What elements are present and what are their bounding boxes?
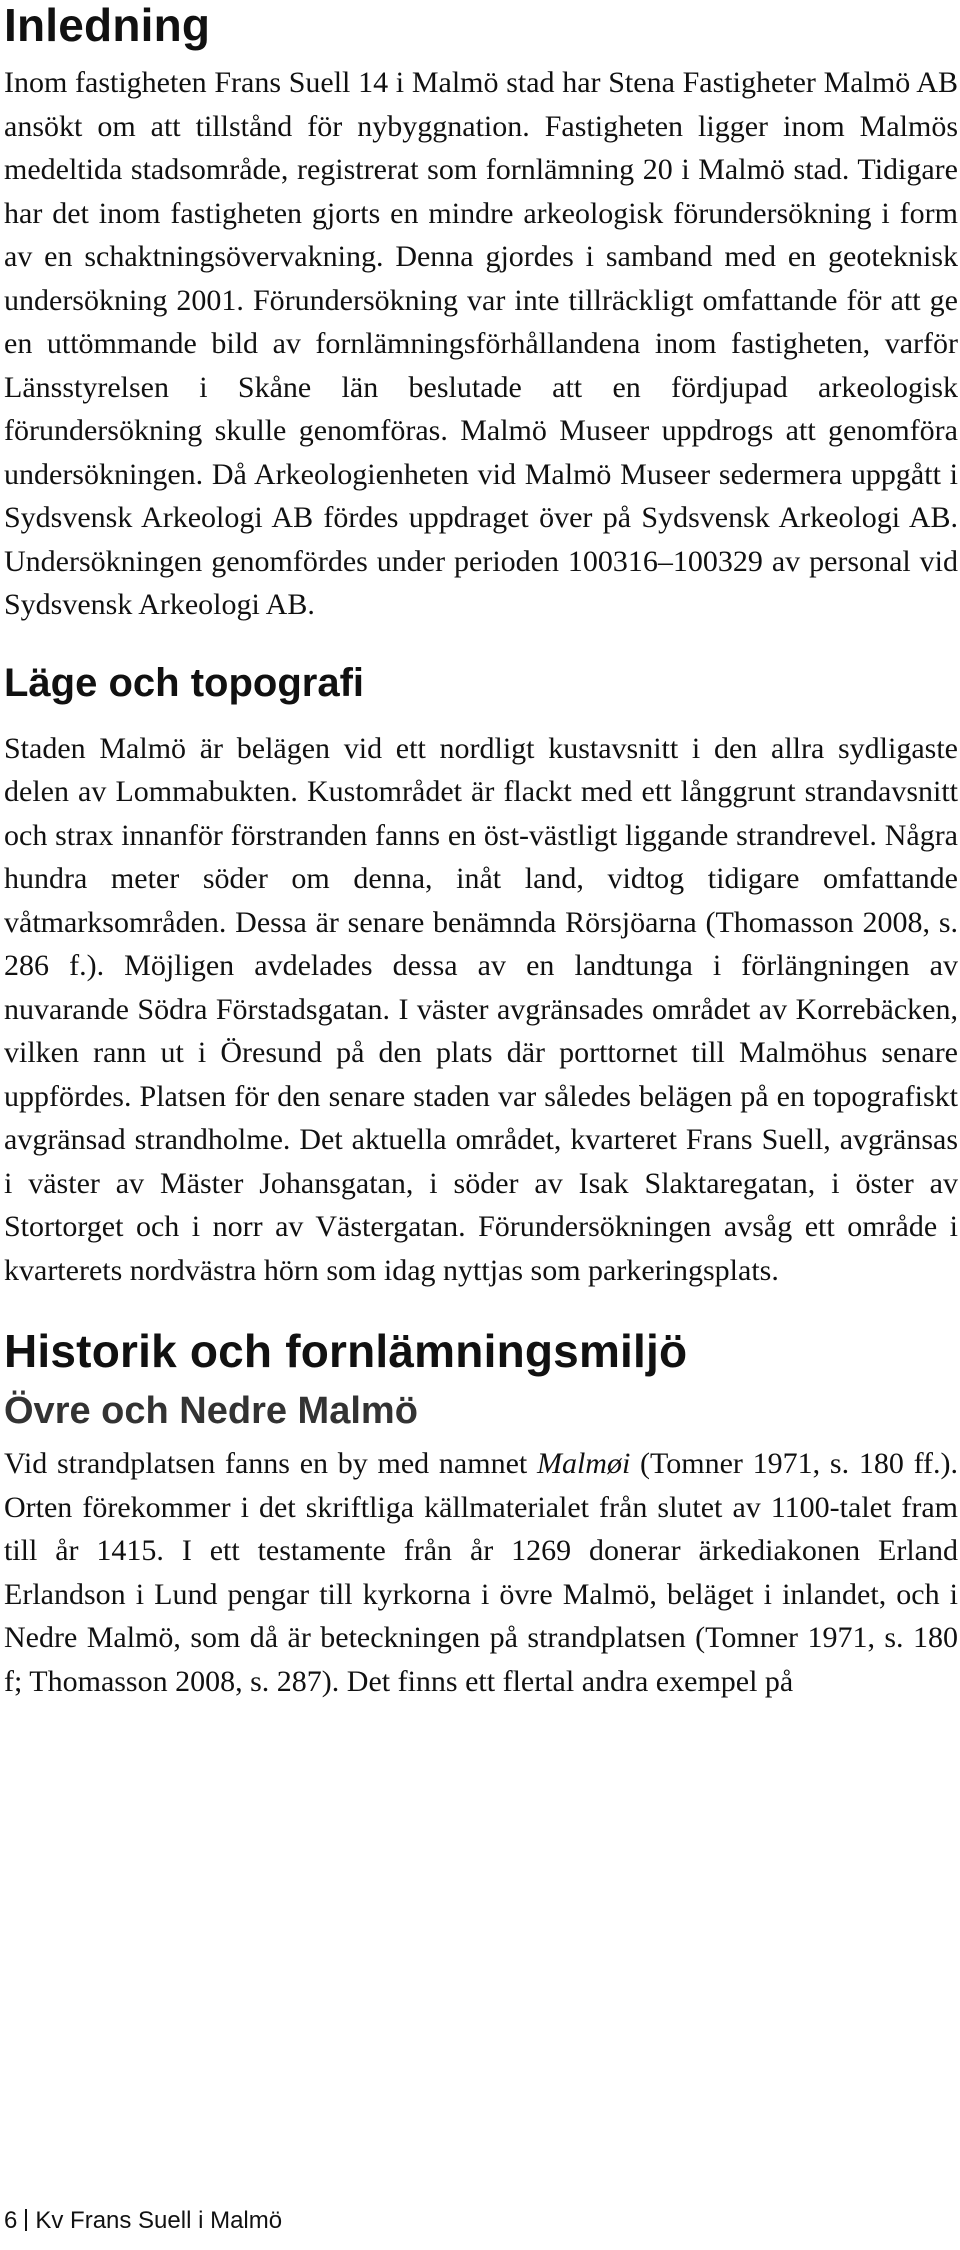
place-name-malmoi: Malmøi [536,1447,631,1480]
paragraph-historik-text-rest: (Tomner 1971, s. 180 ff.). Orten förekommer i det skriftliga källmaterialet från slutet av 1100-talet fram till år 1415. I ett testamente från år 1269 donerar ärkediakonen Erland Erlandson i Lund pengar till kyrkorna i övre Malmö, beläget i inlandet, och i Nedre Malmö, som då är beteckningen på strandplatsen (Tomner 1971, s. 180 f; Thomasson 2008, s. 287). Det finns ett flertal andra exempel på [4,1447,958,1698]
paragraph-historik [4,1442,958,1703]
page-content [4,0,958,1703]
section-heading-lage-och-topografi: Läge och topografi [4,660,364,705]
footer-separator [25,2209,27,2231]
subsection-heading-ovre-och-nedre-malmo: Övre och Nedre Malmö [4,1390,418,1432]
section-heading-historik: Historik och fornlämningsmiljö [4,1325,688,1377]
paragraph-historik-text-start: Vid strandplatsen fanns en by med namnet [4,1447,537,1480]
page-number: 6 [4,2207,18,2234]
section-heading-inledning: Inledning [4,0,211,51]
paragraph-lage-och-topografi: Staden Malmö är belägen vid ett nordligt kustavsnitt i den allra sydligaste delen av Lommabukten. Kustområdet är flackt med ett långgrunt strandavsnitt och strax innanför förstranden fanns en öst-västligt liggande strandrevel. Några hundra meter söder om denna, inåt land, vidtog tidigare omfattande våtmarksområden. Dessa är senare benämnda Rörsjöarna (Thomasson 2008, s. 286 f.). Möjligen avdelades dessa av en landtunga i förlängningen av nuvarande Södra Förstadsgatan. I väster avgränsades området av Korrebäcken, vilken rann ut i Öresund på den plats där porttornet till Malmöhus senare uppfördes. Platsen för den senare staden var således belägen på en topografiskt avgränsad strandholme. Det aktuella området, kvarteret Frans Suell, avgränsas i väster av Mäster Johansgatan, i söder av Isak Slaktaregatan, i öster av Stortorget och i norr av Västergatan. Förundersökningen avsåg ett område i kvarterets nordvästra hörn som idag nyttjas som parkeringsplats. [4,731,958,1287]
page-footer [4,2206,282,2236]
publication-title: Kv Frans Suell i Malmö [35,2207,283,2234]
paragraph-inledning: Inom fastigheten Frans Suell 14 i Malmö stad har Stena Fastigheter Malmö AB ansökt om att tillstånd för nybyggnation. Fastigheten ligger inom Malmös medeltida stadsområde, registrerat som fornlämning 20 i Malmö stad. Tidigare har det inom fastigheten gjorts en mindre arkeologisk förundersökning i form av en schaktningsövervakning. Denna gjordes i samband med en geoteknisk undersökning 2001. Förundersökning var inte tillräckligt omfattande för att ge en uttömmande bild av fornlämningsförhållandena inom fastigheten, varför Länsstyrelsen i Skåne län beslutade att en fördjupad arkeologisk förundersökning skulle genomföras. Malmö Museer uppdrogs att genomföra undersökningen. Då Arkeologienheten vid Malmö Museer sedermera uppgått i Sydsvensk Arkeologi AB fördes uppdraget över på Sydsvensk Arkeologi AB. Undersökningen genomfördes under perioden 100316–100329 av personal vid Sydsvensk Arkeologi AB. [4,66,958,621]
